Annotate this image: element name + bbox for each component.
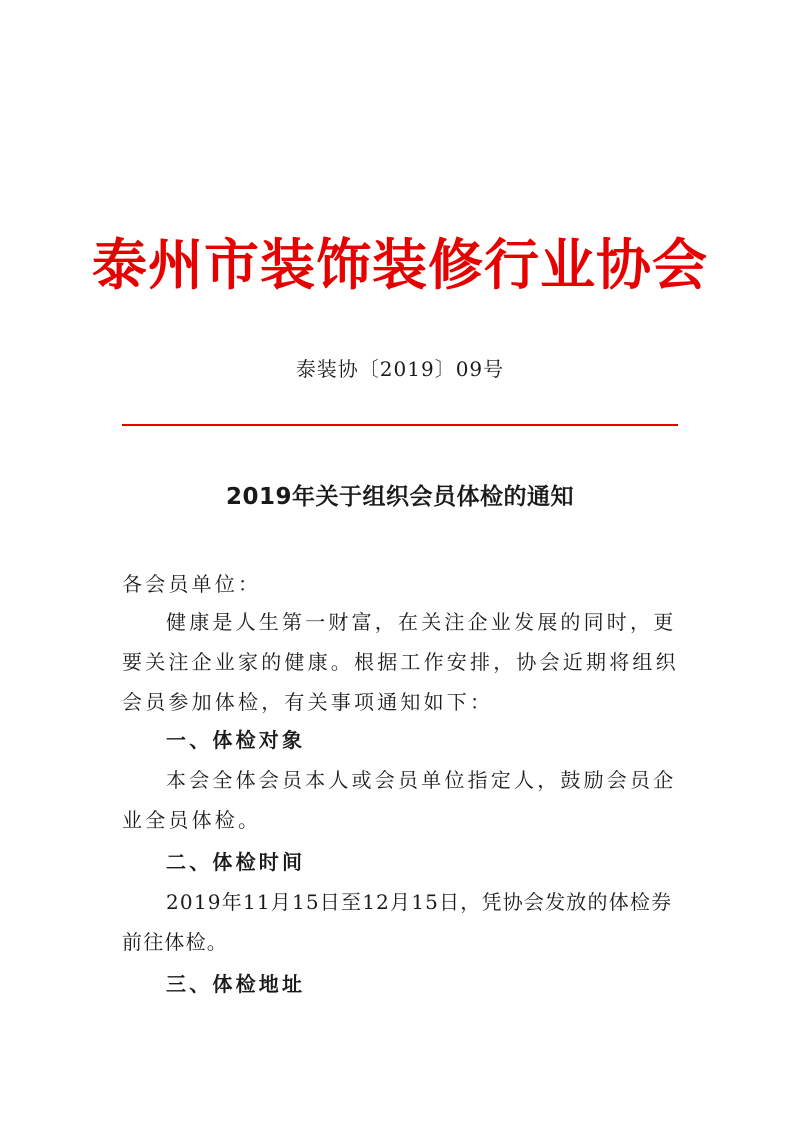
section-paragraph: 本会全体会员本人或会员单位指定人，鼓励会员企业全员体检。 bbox=[122, 768, 677, 832]
section-paragraph: 2019年11月15日至12月15日，凭协会发放的体检券前往体检。 bbox=[122, 890, 673, 954]
section-heading: 二、体检时间 bbox=[166, 850, 306, 874]
salutation: 各会员单位： bbox=[122, 572, 262, 596]
section-heading: 三、体检地址 bbox=[166, 972, 306, 996]
letterhead-divider bbox=[122, 424, 678, 426]
section-heading: 一、体检对象 bbox=[166, 728, 306, 752]
organization-letterhead: 泰州市装饰装修行业协会 bbox=[91, 233, 708, 297]
notice-title: 2019年关于组织会员体检的通知 bbox=[225, 484, 574, 510]
intro-paragraph: 健康是人生第一财富，在关注企业发展的同时，更要关注企业家的健康。根据工作安排，协会近期将组织会员参加体检，有关事项通知如下： bbox=[122, 610, 679, 714]
document-number: 泰装协〔2019〕09号 bbox=[295, 357, 505, 381]
